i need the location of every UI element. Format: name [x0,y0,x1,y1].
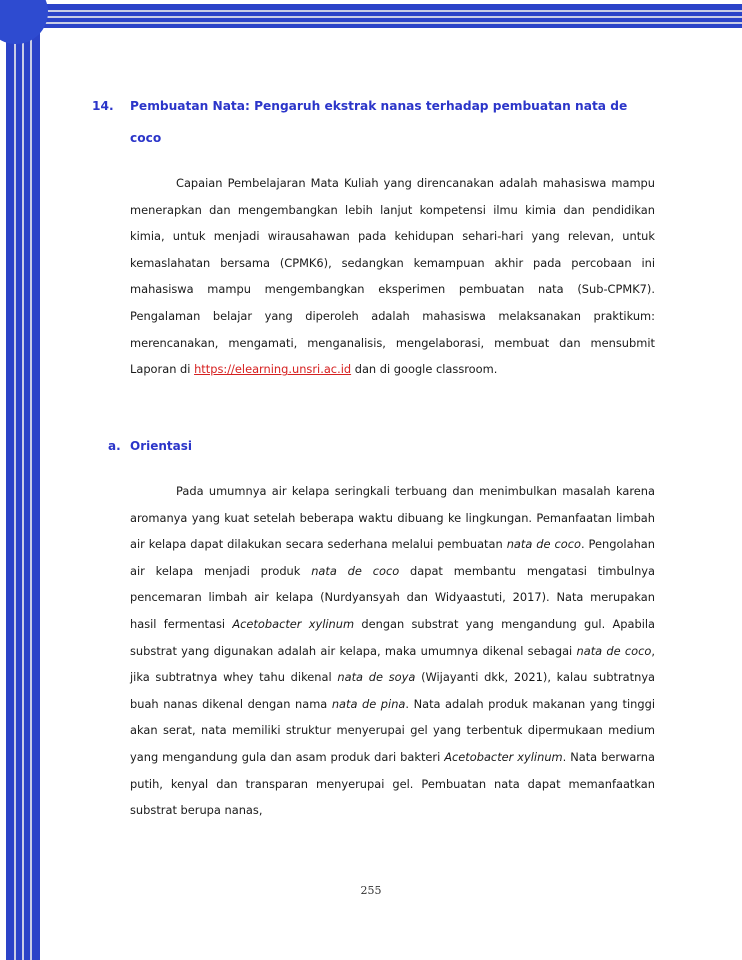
intro-text-end: dan di google classroom. [354,362,498,377]
intro-text: Capaian Pembelajaran Mata Kuliah yang direncanakan adalah mahasiswa mampu menerapkan dan mengembangkan lebih lanjut kompetensi ilmu kimia dan pendidikan kimia, untuk menjadi wirausahawan pada kehidupan sehari-hari yang relevan, untuk kemaslahatan bersama (CPMK6), sedangkan kemampuan akhir pada percobaan ini mahasiswa mampu mengembangkan eksperimen pembuatan nata (Sub-CPMK7). Pengalaman belajar yang diperoleh adalah mahasiswa melaksanakan praktikum: merencanakan, mengamati, menganalisis, mengelaborasi, membuat dan mensubmit Laporan di [130,176,655,377]
orientation-text: , jika subtratnya whey tahu dikenal [130,643,656,685]
elearning-link[interactable]: https://elearning.unsri.ac.id [194,362,352,377]
orientation-text: . Nata adalah produk makanan yang tinggi akan serat, nata memiliki struktur menyerupai gel yang terbentuk dipermukaan medium yang mengandung gula dan asam produk dari bakteri [130,696,655,764]
page-number: 255 [360,884,382,897]
intro-paragraph [130,170,655,383]
frame-top-line [34,22,742,24]
italic-term: nata de pina [331,696,406,711]
italic-term: nata de coco [311,563,400,578]
frame-top-line [34,10,742,12]
frame-left-line [22,0,24,960]
orientation-text: dengan substrat yang mengandung gul. Apabila substrat yang digunakan adalah air kelapa, maka umumnya dikenal sebagai [130,616,656,658]
orientation-text: . Nata berwarna putih, kenyal dan transparan menyerupai gel. Pembuatan nata dapat memanfaatkan substrat berupa nanas, [130,749,655,818]
corner-circle [0,0,48,44]
subsection-letter: a. [108,439,121,453]
orientation-text: Pada umumnya air kelapa seringkali terbuang dan menimbulkan masalah karena aromanya yang kuat setelah beberapa waktu dibuang ke lingkungan. Pemanfaatan limbah air kelapa dapat dilakukan secara sederhana melalui pembuatan [130,484,655,552]
subsection-heading [108,433,192,459]
frame-left-line [30,0,32,960]
orientation-paragraph [130,478,655,824]
orientation-text: dapat membantu mengatasi timbulnya pencemaran limbah air kelapa (Nurdyansyah dan Widyaastuti, 2017). Nata merupakan hasil fermentasi [130,563,656,631]
orientation-text: . Pengolahan air kelapa menjadi produk [130,537,655,578]
frame-left-line [14,0,16,960]
orientation-text: (Wijayanti dkk, 2021), kalau subtratnya buah nanas dikenal dengan nama [130,670,656,711]
subsection-title: Orientasi [130,439,193,453]
section-number: 14. [92,99,114,113]
italic-term: Acetobacter xylinum [444,749,563,764]
italic-term: Acetobacter xylinum [232,616,355,631]
italic-term: nata de coco [506,537,581,552]
italic-term: nata de coco [576,643,652,658]
italic-term: nata de soya [337,670,416,685]
frame-top-line [34,16,742,18]
section-title: Pembuatan Nata: Pengaruh ekstrak nanas terhadap pembuatan nata de coco [130,99,628,145]
